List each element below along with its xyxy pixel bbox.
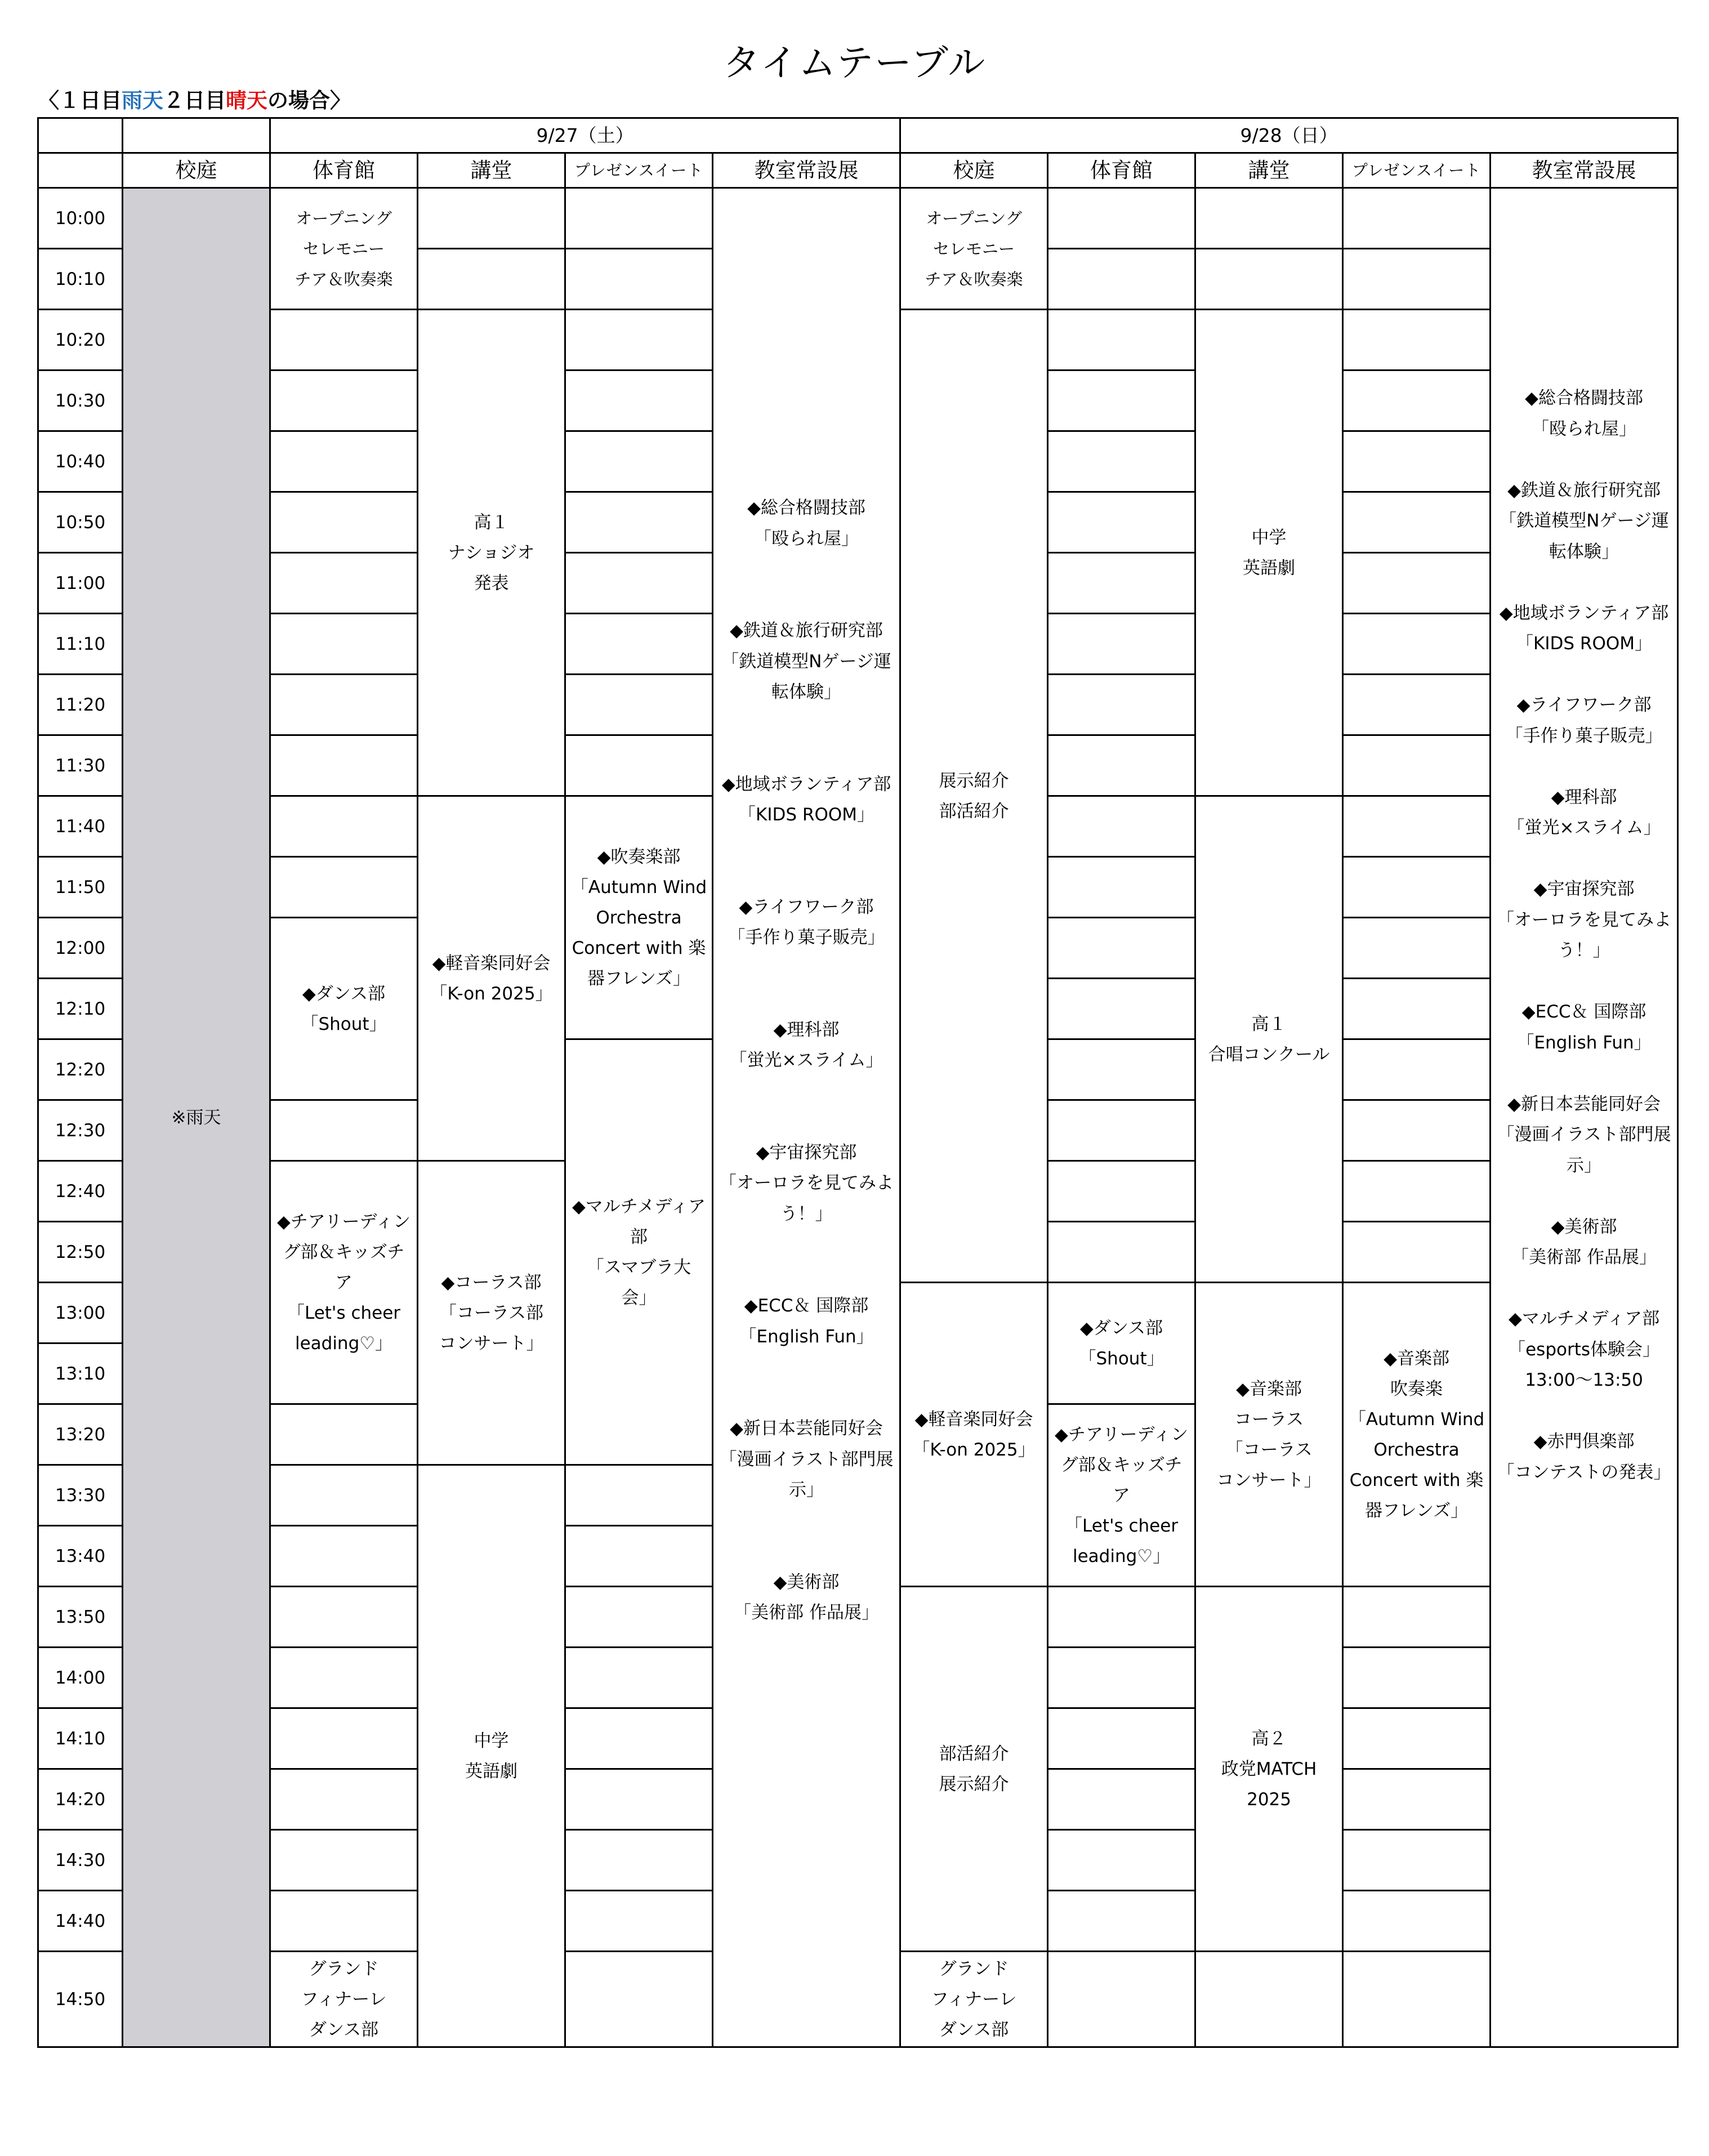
empty-cell xyxy=(1343,553,1491,614)
d2-courtyard-opening xyxy=(900,188,1048,310)
empty-cell xyxy=(270,310,418,371)
time-label: 14:30 xyxy=(38,1830,123,1891)
empty-cell xyxy=(565,492,713,553)
empty-cell xyxy=(1048,1100,1195,1161)
time-label: 13:40 xyxy=(38,1526,123,1587)
empty-cell xyxy=(1048,675,1195,735)
corner-cell xyxy=(38,118,123,153)
empty-cell xyxy=(1048,553,1195,614)
venue-d2-auditorium: 講堂 xyxy=(1195,153,1343,188)
time-label: 13:00 xyxy=(38,1283,123,1343)
empty-cell xyxy=(270,1465,418,1526)
empty-cell xyxy=(1048,310,1195,371)
time-label: 11:40 xyxy=(38,796,123,857)
empty-cell xyxy=(1048,1952,1195,2047)
empty-cell xyxy=(1343,1769,1491,1830)
time-label: 11:00 xyxy=(38,553,123,614)
time-label: 12:40 xyxy=(38,1161,123,1222)
empty-cell xyxy=(565,1830,713,1891)
event-label: 高１ ナショジオ 発表 xyxy=(448,512,535,593)
empty-cell xyxy=(565,249,713,310)
empty-cell xyxy=(1048,796,1195,857)
event-label: グランド フィナーレ ダンス部 xyxy=(931,1958,1017,2040)
empty-cell xyxy=(1343,431,1491,492)
empty-cell xyxy=(1195,1952,1343,2047)
empty-cell xyxy=(1048,431,1195,492)
d2-auditorium-music xyxy=(1195,1283,1343,1587)
event-label: ◆総合格闘技部 「殴られ屋」 ◆鉄道＆旅行研究部 「鉄道模型Nゲージ運 転体験」 ◆地域ボランティア部 「KIDS ROOM」 ◆ライフワーク部 「手作り菓子販売」 ◆理科部 「蛍光×スライム」 ◆宇宙探究部 「オーロラを見てみよ う！」 ◆ECC＆ 国際部 「English Fun」 ◆新日本芸能同好会 「漫画イラスト部門展 示」 ◆美術部 「美術部 作品展」 xyxy=(719,498,894,1623)
empty-cell xyxy=(565,1769,713,1830)
event-label: ◆ダンス部 「Shout」 xyxy=(1078,1318,1164,1369)
d1-presen-multimedia xyxy=(565,1039,713,1465)
empty-cell xyxy=(1343,1830,1491,1891)
event-label: ◆マルチメディア 部 「スマブラ大 会」 xyxy=(572,1196,706,1308)
empty-cell xyxy=(270,1100,418,1161)
time-label: 14:10 xyxy=(38,1708,123,1769)
time-label: 14:00 xyxy=(38,1648,123,1708)
d1-gym-finale xyxy=(270,1952,418,2047)
time-label: 11:20 xyxy=(38,675,123,735)
event-label: ◆軽音楽同好会 「K-on 2025」 xyxy=(430,953,553,1004)
d1-classroom-exhibits xyxy=(713,188,900,2047)
event-label: ◆ダンス部 「Shout」 xyxy=(301,983,387,1034)
empty-cell xyxy=(270,431,418,492)
d1-gym-dance xyxy=(270,918,418,1100)
subtitle-middle: ２日目 xyxy=(163,88,226,113)
time-label: 10:40 xyxy=(38,431,123,492)
empty-cell xyxy=(565,553,713,614)
event-label: 中学 英語劇 xyxy=(1243,527,1296,578)
empty-cell xyxy=(1343,979,1491,1039)
empty-cell xyxy=(1048,371,1195,431)
empty-cell xyxy=(270,1708,418,1769)
empty-cell xyxy=(1048,1769,1195,1830)
time-label: 12:20 xyxy=(38,1039,123,1100)
d2-courtyard-finale xyxy=(900,1952,1048,2047)
empty-cell xyxy=(565,1465,713,1526)
empty-cell xyxy=(270,1891,418,1952)
empty-cell xyxy=(1048,1039,1195,1100)
venue-header-row xyxy=(38,153,1678,188)
empty-cell xyxy=(565,1891,713,1952)
empty-cell xyxy=(1048,614,1195,675)
empty-cell xyxy=(1343,614,1491,675)
event-label: ◆音楽部 コーラス 「コーラス コンサート」 xyxy=(1216,1378,1322,1490)
empty-cell xyxy=(1343,1222,1491,1283)
d1-auditorium-chorus xyxy=(418,1161,565,1465)
empty-cell xyxy=(1048,979,1195,1039)
time-label: 13:20 xyxy=(38,1404,123,1465)
time-label: 13:10 xyxy=(38,1343,123,1404)
empty-cell xyxy=(1343,1161,1491,1222)
time-label: 10:30 xyxy=(38,371,123,431)
time-label: 10:20 xyxy=(38,310,123,371)
d2-courtyard-keion xyxy=(900,1283,1048,1587)
venue-d2-classroom: 教室常設展 xyxy=(1491,153,1678,188)
empty-cell xyxy=(1048,1587,1195,1648)
page-title: タイムテーブル xyxy=(722,41,987,84)
d2-gym-dance xyxy=(1048,1283,1195,1404)
event-label: ◆総合格闘技部 「殴られ屋」 ◆鉄道＆旅行研究部 「鉄道模型Nゲージ運 転体験」 ◆地域ボランティア部 「KIDS ROOM」 ◆ライフワーク部 「手作り菓子販売」 ◆理科部 「蛍光×スライム」 ◆宇宙探究部 「オーロラを見てみよ う！」 ◆ECC＆ 国際部 「English Fun」 ◆新日本芸能同好会 「漫画イラスト部門展 示」 ◆美術部 「美術部 作品展」 ◆マルチメディア部 「esports体験会」 13:00～13:50 ◆赤門倶楽部 「コンテストの発表」 xyxy=(1497,388,1672,1483)
empty-cell xyxy=(1048,857,1195,918)
weather-condition-note xyxy=(38,83,351,114)
time-label: 12:30 xyxy=(38,1100,123,1161)
empty-cell xyxy=(1343,249,1491,310)
time-label: 11:30 xyxy=(38,735,123,796)
subtitle-prefix: 〈１日目 xyxy=(38,88,122,113)
empty-cell xyxy=(1195,249,1343,310)
d2-auditorium-drama xyxy=(1195,310,1343,796)
d1-auditorium-drama xyxy=(418,1465,565,2047)
empty-cell xyxy=(565,371,713,431)
empty-cell xyxy=(1343,675,1491,735)
d1-gym-opening xyxy=(270,188,418,310)
d2-auditorium-choir xyxy=(1195,796,1343,1283)
time-label: 10:10 xyxy=(38,249,123,310)
empty-cell xyxy=(1343,918,1491,979)
empty-cell xyxy=(565,735,713,796)
day1-header: 9/27（土） xyxy=(270,118,900,153)
event-label: 高１ 合唱コンクール xyxy=(1208,1014,1330,1065)
venue-d2-presen: プレゼンスイート xyxy=(1343,153,1491,188)
time-label: 13:50 xyxy=(38,1587,123,1648)
venue-d1-presen: プレゼンスイート xyxy=(565,153,713,188)
empty-cell xyxy=(1195,188,1343,249)
event-label: オープニング セレモニー チア＆吹奏楽 xyxy=(294,208,393,289)
time-label: 14:50 xyxy=(38,1952,123,2047)
d1-auditorium-nashojio xyxy=(418,310,565,796)
empty-cell xyxy=(1048,1830,1195,1891)
time-label: 12:00 xyxy=(38,918,123,979)
empty-cell xyxy=(270,1648,418,1708)
empty-cell xyxy=(1343,857,1491,918)
event-label: ◆チアリーディン グ部＆キッズチ ア 「Let's cheer leading♡」 xyxy=(276,1211,411,1354)
empty-cell xyxy=(270,1526,418,1587)
empty-cell xyxy=(270,614,418,675)
empty-cell xyxy=(1343,735,1491,796)
empty-cell xyxy=(1048,1708,1195,1769)
d2-classroom-exhibits xyxy=(1491,188,1678,2047)
empty-cell xyxy=(1343,796,1491,857)
event-label: ◆軽音楽同好会 「K-on 2025」 xyxy=(912,1409,1036,1460)
d1-courtyard-rain xyxy=(123,188,270,2047)
empty-cell xyxy=(1343,371,1491,431)
event-label: ◆音楽部 吹奏楽 「Autumn Wind Orchestra Concert with 楽 器フレンズ」 xyxy=(1348,1348,1485,1521)
empty-cell xyxy=(270,553,418,614)
empty-cell xyxy=(270,857,418,918)
d1-presen-wind xyxy=(565,796,713,1039)
empty-cell xyxy=(1048,918,1195,979)
empty-cell xyxy=(565,1952,713,2047)
timetable xyxy=(37,117,1679,2048)
day1-weather: 雨天 xyxy=(122,88,163,113)
empty-cell xyxy=(1343,1648,1491,1708)
event-label: 展示紹介 部活紹介 xyxy=(939,770,1009,822)
venue-d1-auditorium: 講堂 xyxy=(418,153,565,188)
time-label: 10:00 xyxy=(38,188,123,249)
d2-courtyard-club xyxy=(900,1587,1048,1952)
empty-cell xyxy=(270,1404,418,1465)
time-label: 14:20 xyxy=(38,1769,123,1830)
day2-weather: 晴天 xyxy=(226,88,267,113)
empty-cell xyxy=(1343,492,1491,553)
d1-gym-cheer xyxy=(270,1161,418,1404)
venue-d1-classroom: 教室常設展 xyxy=(713,153,900,188)
empty-cell xyxy=(270,1769,418,1830)
corner-cell-2 xyxy=(38,153,123,188)
empty-cell xyxy=(270,675,418,735)
empty-cell xyxy=(1048,492,1195,553)
empty-cell xyxy=(565,310,713,371)
time-label: 12:50 xyxy=(38,1222,123,1283)
event-label: ※雨天 xyxy=(171,1107,221,1128)
empty-cell xyxy=(270,492,418,553)
empty-cell xyxy=(1343,1708,1491,1769)
d2-presen-music xyxy=(1343,1283,1491,1587)
empty-cell xyxy=(1048,188,1195,249)
empty-cell xyxy=(1048,1222,1195,1283)
empty-cell xyxy=(565,1587,713,1648)
empty-cell xyxy=(1048,1648,1195,1708)
empty-cell xyxy=(270,735,418,796)
time-label: 11:10 xyxy=(38,614,123,675)
empty-cell xyxy=(565,675,713,735)
venue-d2-courtyard: 校庭 xyxy=(900,153,1048,188)
time-label: 10:50 xyxy=(38,492,123,553)
venue-d1-gym: 体育館 xyxy=(270,153,418,188)
empty-cell xyxy=(565,1648,713,1708)
empty-cell xyxy=(1048,735,1195,796)
empty-cell xyxy=(418,188,565,249)
venue-d2-gym: 体育館 xyxy=(1048,153,1195,188)
empty-cell xyxy=(1048,249,1195,310)
empty-cell xyxy=(270,1587,418,1648)
empty-cell xyxy=(565,188,713,249)
day-header-row xyxy=(38,118,1678,153)
event-label: ◆チアリーディン グ部＆キッズチ ア 「Let's cheer leading♡」 xyxy=(1054,1424,1189,1566)
empty-cell xyxy=(565,1708,713,1769)
time-label: 13:30 xyxy=(38,1465,123,1526)
day1-courtyard-blank xyxy=(123,118,270,153)
empty-cell xyxy=(1343,1587,1491,1648)
empty-cell xyxy=(270,371,418,431)
empty-cell xyxy=(270,1830,418,1891)
empty-cell xyxy=(1048,1161,1195,1222)
empty-cell xyxy=(270,796,418,857)
time-label: 14:40 xyxy=(38,1891,123,1952)
d2-auditorium-match xyxy=(1195,1587,1343,1952)
empty-cell xyxy=(1343,188,1491,249)
event-label: ◆吹奏楽部 「Autumn Wind Orchestra Concert with 楽 器フレンズ」 xyxy=(570,846,707,989)
empty-cell xyxy=(565,614,713,675)
event-label: グランド フィナーレ ダンス部 xyxy=(301,1958,387,2040)
empty-cell xyxy=(565,1526,713,1587)
venue-d1-courtyard: 校庭 xyxy=(123,153,270,188)
empty-cell xyxy=(1048,1891,1195,1952)
event-label: 高２ 政党MATCH 2025 xyxy=(1221,1728,1317,1810)
event-label: ◆コーラス部 「コーラス部 コンサート」 xyxy=(439,1272,544,1354)
time-label: 11:50 xyxy=(38,857,123,918)
empty-cell xyxy=(418,249,565,310)
day2-header: 9/28（日） xyxy=(900,118,1678,153)
empty-cell xyxy=(1343,1891,1491,1952)
d1-auditorium-keion xyxy=(418,796,565,1161)
time-label: 12:10 xyxy=(38,979,123,1039)
d2-courtyard-exhibit xyxy=(900,310,1048,1283)
empty-cell xyxy=(1343,1100,1491,1161)
d2-gym-cheer xyxy=(1048,1404,1195,1587)
empty-cell xyxy=(1343,1039,1491,1100)
event-label: 部活紹介 展示紹介 xyxy=(939,1743,1009,1795)
empty-cell xyxy=(1343,310,1491,371)
subtitle-suffix: の場合〉 xyxy=(267,88,351,113)
empty-cell xyxy=(1343,1952,1491,2047)
empty-cell xyxy=(565,431,713,492)
event-label: オープニング セレモニー チア＆吹奏楽 xyxy=(925,208,1023,289)
event-label: 中学 英語劇 xyxy=(465,1730,517,1782)
